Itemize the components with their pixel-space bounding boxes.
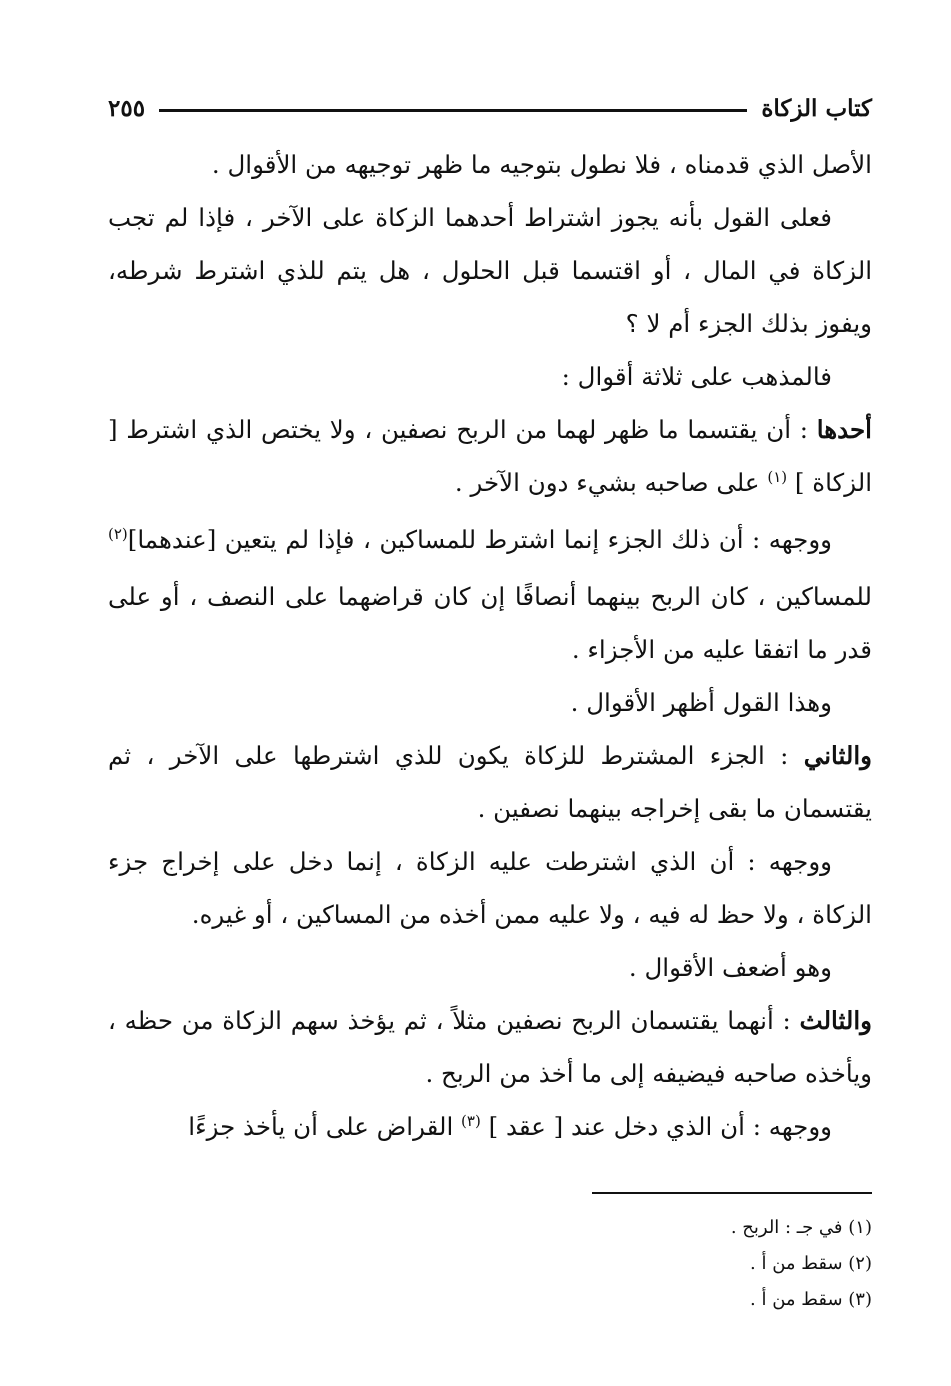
footnotes (108, 1210, 872, 1318)
chapter-title: كتاب الزكاة (761, 94, 872, 122)
header-rule (159, 109, 747, 112)
body-text (108, 138, 872, 1157)
paragraph-text: : الجزء المشترط للزكاة يكون للذي اشترطها على الآخر ، ثم يقتسمان ما بقى إخراجه بينهما نصفين . (108, 741, 872, 823)
paragraph-lead: أحدها (816, 415, 872, 444)
paragraph (108, 191, 872, 350)
paragraph-lead: والثالث (799, 1006, 872, 1035)
footnote: (٣) سقط من أ . (750, 1289, 872, 1310)
footnote: (٢) سقط من أ . (750, 1253, 872, 1274)
paragraph (108, 835, 872, 941)
footnote-rule (592, 1192, 872, 1194)
paragraph-text: ووجهه : أن الذي دخل عند [ عقد ] (480, 1112, 832, 1141)
paragraph (108, 994, 872, 1100)
footnote-ref: (١) (767, 468, 788, 486)
paragraph-text: الأصل الذي قدمناه ، فلا نطول بتوجيه ما ظهر توجيهه من الأقوال . (211, 150, 872, 179)
paragraph-text: : أن يقتسما ما ظهر لهما من الربح نصفين ، ولا يختص الذي اشترط [ الزكاة ] (108, 415, 872, 497)
paragraph-lead: والثاني (803, 741, 872, 770)
running-head (108, 88, 872, 128)
book-page (108, 88, 872, 1157)
footnote-ref: (٣) (461, 1112, 481, 1130)
paragraph (108, 941, 872, 994)
page-number: ٢٥٥ (108, 94, 146, 122)
paragraph-text: : أنهما يقتسمان الربح نصفين مثلاً ، ثم يؤخذ سهم الزكاة من حظه ، ويأخذه صاحبه فيضيفه إلى ما أخذ من الربح . (108, 1006, 872, 1088)
paragraph-text: ووجهه : أن ذلك الجزء إنما اشترط للمساكين ، فإذا لم يتعين [عندهما] (127, 525, 832, 554)
paragraph-text: على صاحبه بشيء دون الآخر . (454, 468, 768, 497)
paragraph-text: وهو أضعف الأقوال . (628, 953, 832, 982)
paragraph (108, 676, 872, 729)
paragraph-text: القراض على أن يأخذ جزءًا (188, 1112, 462, 1141)
paragraph-text: فعلى القول بأنه يجوز اشتراط أحدهما الزكاة على الآخر ، فإذا لم تجب الزكاة في المال ، أو اقتسما قبل الحلول ، هل يتم للذي اشترط شرطه، ويفوز بذلك الجزء أم لا ؟ (108, 203, 872, 338)
paragraph-text: ووجهه : أن الذي اشترطت عليه الزكاة ، إنما دخل على إخراج جزء الزكاة ، ولا حظ له فيه ، ولا عليه ممن أخذه من المساكين ، أو غيره. (108, 847, 872, 929)
paragraph (108, 403, 872, 513)
paragraph-text: وهذا القول أظهر الأقوال . (570, 688, 832, 717)
footnote-ref: (٢) (108, 525, 128, 543)
paragraph (108, 513, 872, 676)
paragraph (108, 729, 872, 835)
paragraph-text: للمساكين ، كان الربح بينهما أنصافًا إن كان قراضهما على النصف ، أو على قدر ما اتفقا عليه من الأجزاء . (108, 582, 872, 664)
footnote: (١) في جـ : الربح . (730, 1217, 872, 1238)
paragraph-text: فالمذهب على ثلاثة أقوال : (561, 362, 832, 391)
paragraph (108, 138, 872, 191)
paragraph (108, 350, 872, 403)
paragraph (108, 1100, 872, 1157)
